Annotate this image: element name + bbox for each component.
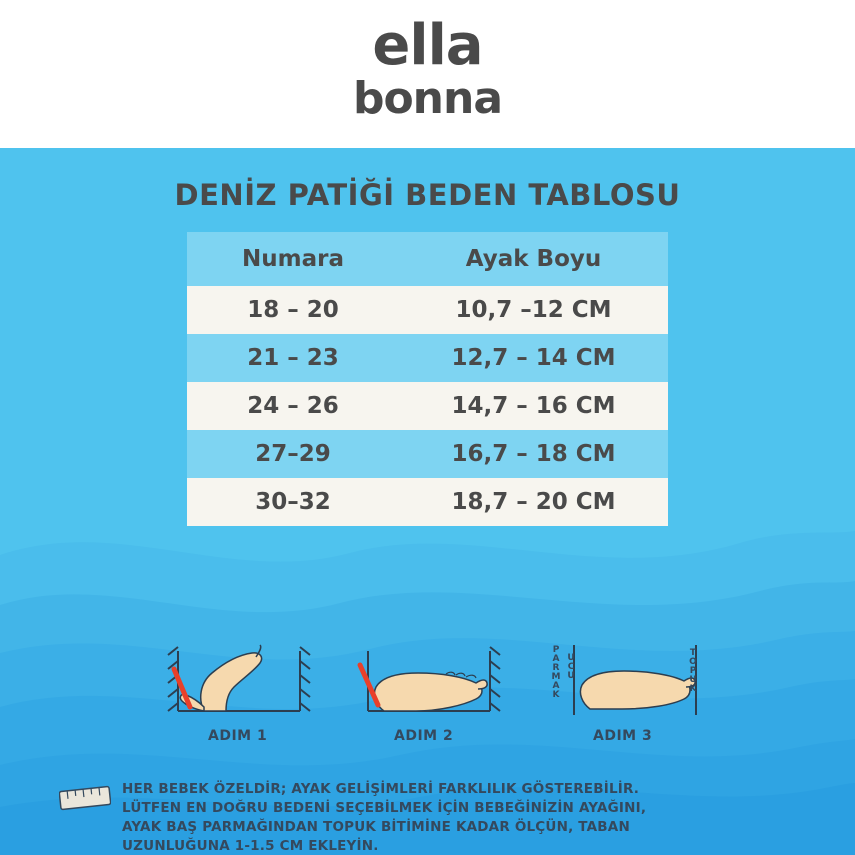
cell-ayak-boyu: 16,7 – 18 CM <box>451 441 616 467</box>
size-table <box>187 232 668 526</box>
footer-note <box>122 780 742 855</box>
ruler-icon <box>59 784 111 812</box>
measurement-steps <box>0 643 855 758</box>
cell-numara: 27–29 <box>255 441 331 467</box>
cell-ayak-boyu: 10,7 –12 CM <box>455 297 612 323</box>
column-header-ayak-boyu: Ayak Boyu <box>465 246 602 272</box>
brand-name-line1: ella <box>372 13 483 78</box>
cell-numara: 18 – 20 <box>247 297 339 323</box>
cell-numara: 30–32 <box>255 489 331 515</box>
table-row <box>187 286 668 334</box>
brand-logo <box>0 13 855 125</box>
table-row <box>187 478 668 526</box>
step-1-label: ADIM 1 <box>208 728 268 744</box>
cell-numara: 24 – 26 <box>247 393 339 419</box>
blue-panel <box>0 148 855 855</box>
cell-numara: 21 – 23 <box>247 345 339 371</box>
table-row <box>187 334 668 382</box>
note-line-3: AYAK BAŞ PARMAĞINDAN TOPUK BİTİMİNE KADAR ÖLÇÜN, TABAN <box>122 819 630 836</box>
note-line-1: HER BEBEK ÖZELDİR; AYAK GELİŞİMLERİ FARKLILIK GÖSTEREBİLİR. <box>122 781 640 797</box>
step-3-label-parmak: PARMAK <box>551 645 561 699</box>
note-line-2: LÜTFEN EN DOĞRU BEDENİ SEÇEBİLMEK İÇİN BEBEĞİNİZİN AYAĞINI, <box>122 800 647 817</box>
table-row <box>187 430 668 478</box>
step-3-label-ucu: UCU <box>566 653 576 680</box>
brand-name-line2: bonna <box>352 73 503 124</box>
step-1-illustration <box>160 643 320 723</box>
cell-ayak-boyu: 18,7 – 20 CM <box>451 489 616 515</box>
cell-ayak-boyu: 12,7 – 14 CM <box>451 345 616 371</box>
step-2-label: ADIM 2 <box>394 728 454 744</box>
note-line-4: UZUNLUĞUNA 1-1.5 CM EKLEYİN. <box>122 838 379 855</box>
step-3-label-topuk: TOPUK <box>688 648 698 693</box>
table-header-row <box>187 232 668 286</box>
step-3-label: ADIM 3 <box>593 728 653 744</box>
table-row <box>187 382 668 430</box>
column-header-numara: Numara <box>242 246 344 272</box>
cell-ayak-boyu: 14,7 – 16 CM <box>451 393 616 419</box>
page-title: DENİZ PATİĞİ BEDEN TABLOSU <box>174 178 681 212</box>
step-2-illustration <box>340 643 510 723</box>
